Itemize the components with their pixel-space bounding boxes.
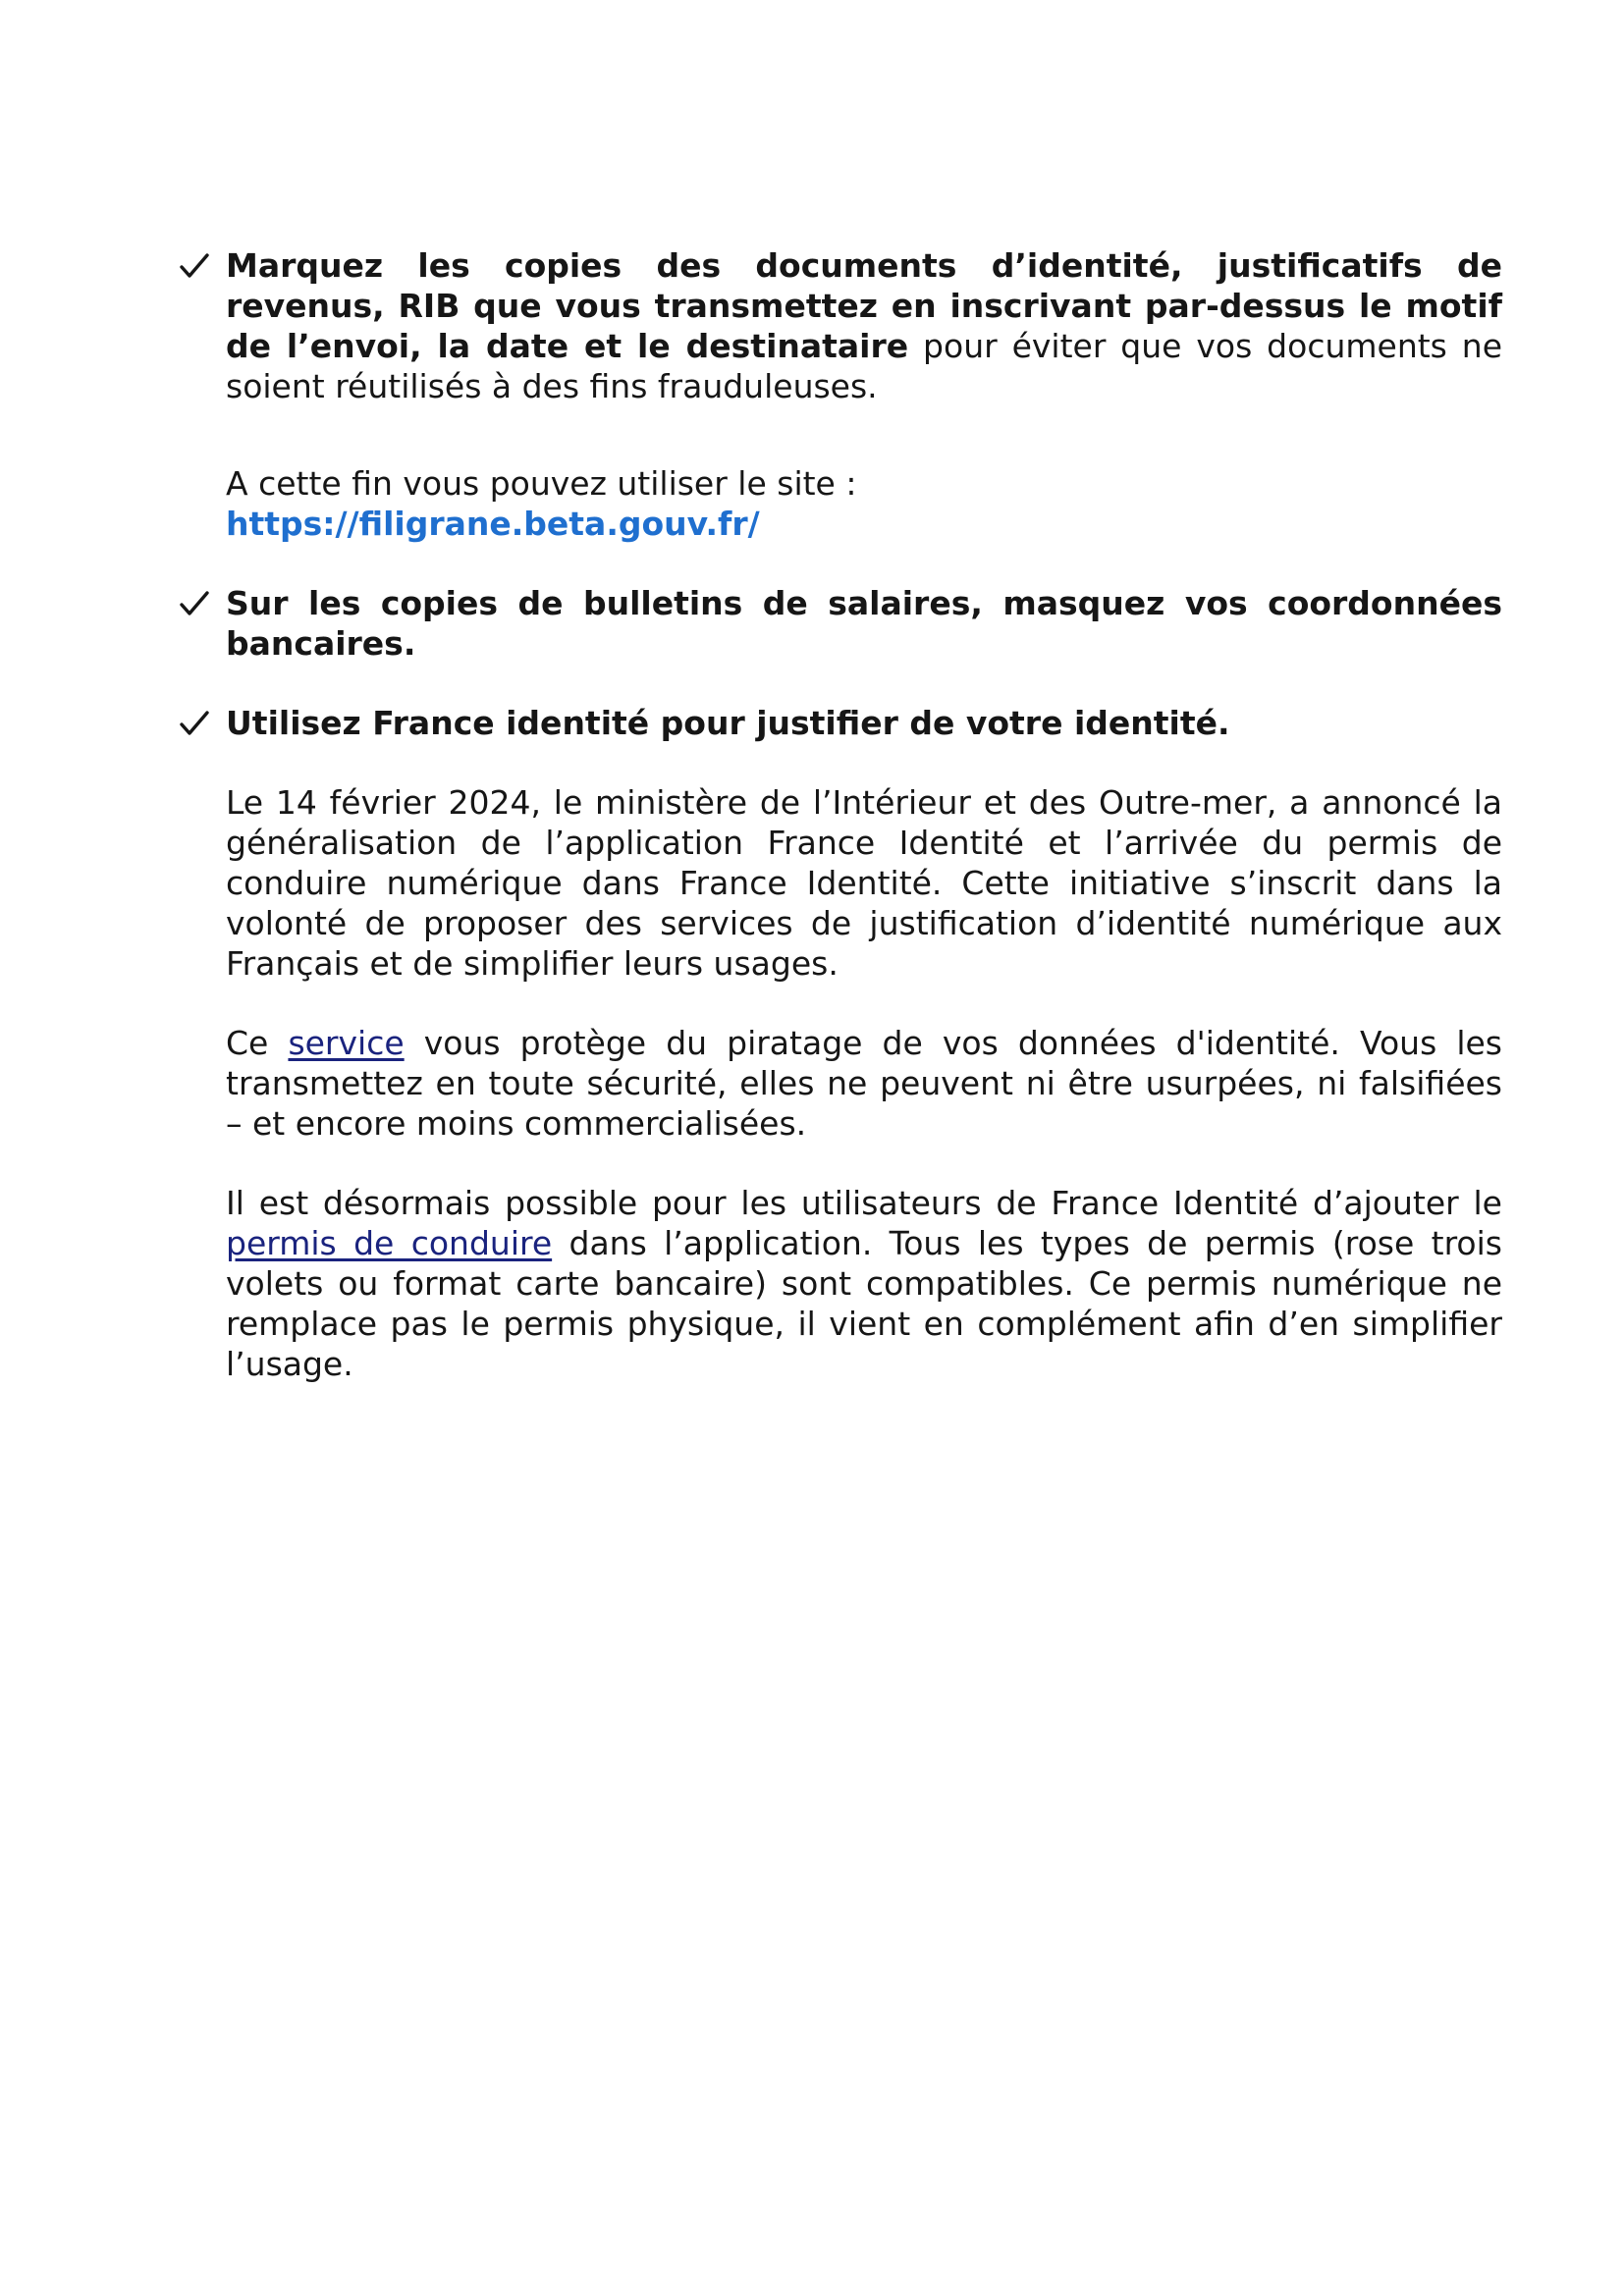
bullet-france-identite <box>226 703 1502 743</box>
check-icon <box>177 586 212 621</box>
bullet-watermark-text: pour éviter que vos documents ne soient réutilisés à des fins frauduleuses. <box>226 327 1502 405</box>
driving-licence-link[interactable]: permis de conduire <box>226 1224 553 1262</box>
site-intro-text: A cette fin vous pouvez utiliser le site : <box>226 464 857 503</box>
site-paragraph <box>226 463 1502 544</box>
paragraph-service-protection <box>226 1023 1502 1144</box>
paragraph-licence-after: dans l’application. Tous les types de permis (rose trois volets ou format carte bancaire) sont compatibles. Ce permis numérique ne remplace pas le permis physique, il vient en complément afin d’en simplifier l’usage. <box>226 1224 1502 1383</box>
paragraph-driving-licence <box>226 1183 1502 1384</box>
check-icon <box>177 706 212 741</box>
bullet-watermark-bold-text: Marquez les copies des documents d’identité, justificatifs de revenus, RIB que vous transmettez en inscrivant par-dessus le motif de l’envoi, la date et le destinataire <box>226 246 1502 365</box>
paragraph-licence-before: Il est désormais possible pour les utilisateurs de France Identité d’ajouter le <box>226 1184 1502 1222</box>
paragraph-service-after: vous protège du piratage de vos données d'identité. Vous les transmettez en toute sécurité, elles ne peuvent ni être usurpées, ni falsifiées – et encore moins commercialisées. <box>226 1024 1503 1143</box>
document-content <box>226 245 1502 1384</box>
check-icon <box>177 248 212 284</box>
bullet-mask-bank-details <box>226 583 1502 664</box>
bullet-mask-bold-text: Sur les copies de bulletins de salaires, masquez vos coordonnées bancaires. <box>226 584 1502 663</box>
filigrane-link[interactable]: https://filigrane.beta.gouv.fr/ <box>226 505 760 543</box>
paragraph-announcement: Le 14 février 2024, le ministère de l’Intérieur et des Outre-mer, a annoncé la généralisation de l’application France Identité et l’arrivée du permis de conduire numérique dans France Identité. Cette initiative s’inscrit dans la volonté de proposer des services de justification d’identité numérique aux Français et de simplifier leurs usages. <box>226 783 1502 983</box>
service-link[interactable]: service <box>288 1024 405 1062</box>
bullet-watermark-copies <box>226 245 1502 406</box>
paragraph-service-before: Ce <box>226 1024 289 1062</box>
bullet-france-identite-bold-text: Utilisez France identité pour justifier de votre identité. <box>226 704 1230 742</box>
